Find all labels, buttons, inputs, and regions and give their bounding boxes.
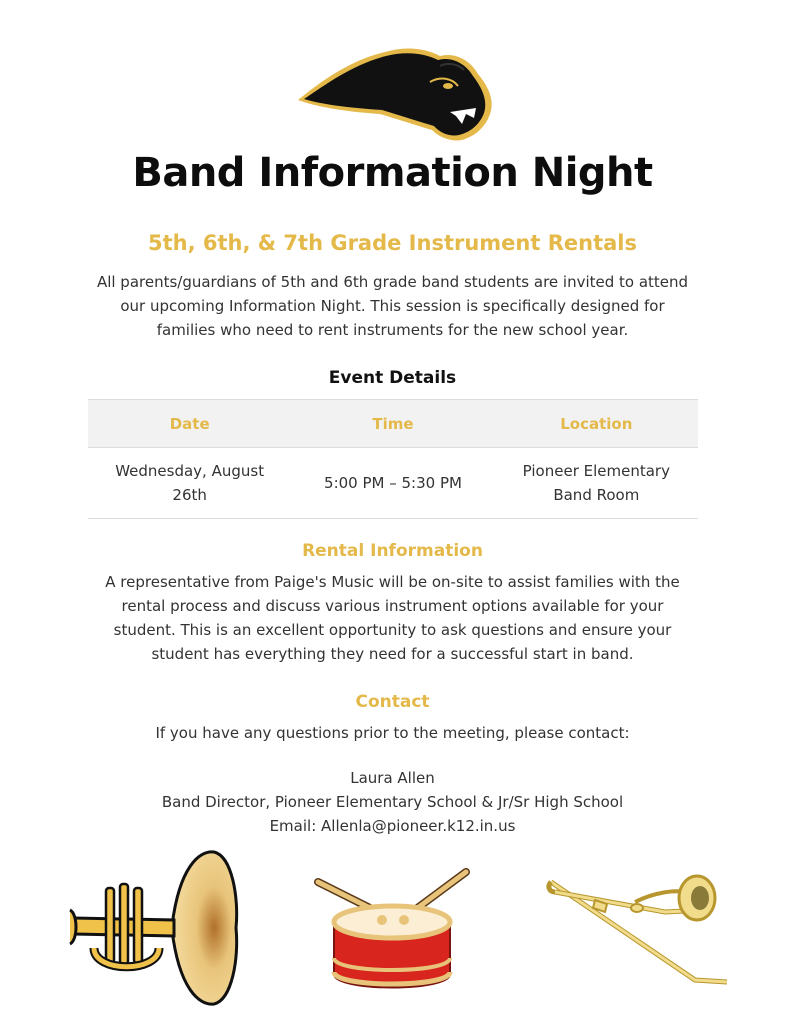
contact-heading: Contact — [355, 692, 430, 712]
table-row — [88, 448, 698, 519]
contact-role: Band Director, Pioneer Elementary School & Jr/Sr High School — [161, 793, 624, 811]
page-subtitle: 5th, 6th, & 7th Grade Instrument Rentals — [148, 231, 637, 255]
page-title: Band Information Night — [132, 150, 653, 196]
contact-email[interactable]: Email: Allenla@pioneer.k12.in.us — [269, 817, 516, 835]
rental-heading: Rental Information — [302, 541, 483, 561]
column-header-date: Date — [88, 400, 291, 448]
event-time: 5:00 PM – 5:30 PM — [291, 448, 494, 519]
contact-name: Laura Allen — [350, 769, 435, 787]
event-details-table — [88, 399, 698, 519]
intro-paragraph: All parents/guardians of 5th and 6th grade band students are invited to attend our upcoming Information Night. This session is specifically designed for families who need to rent instruments for the new school year. — [96, 273, 689, 339]
rental-paragraph: A representative from Paige's Music will be on-site to assist families with the rental process and discuss various instrument options available for your student. This is an excellent opportunity to ask questions and ensure your student has everything they need for a successful start in band. — [105, 573, 680, 663]
trombone-icon — [545, 872, 735, 987]
contact-intro: If you have any questions prior to the meeting, please contact: — [155, 724, 630, 742]
table-header-row — [88, 400, 698, 448]
panther-logo — [290, 42, 500, 144]
column-header-location: Location — [495, 400, 698, 448]
contact-block — [92, 766, 693, 838]
drum-icon — [312, 866, 472, 996]
column-header-time: Time — [291, 400, 494, 448]
event-location: Pioneer Elementary Band Room — [495, 448, 698, 519]
event-details-heading: Event Details — [328, 368, 457, 388]
trumpet-icon — [64, 848, 239, 1008]
event-date: Wednesday, August 26th — [88, 448, 291, 519]
